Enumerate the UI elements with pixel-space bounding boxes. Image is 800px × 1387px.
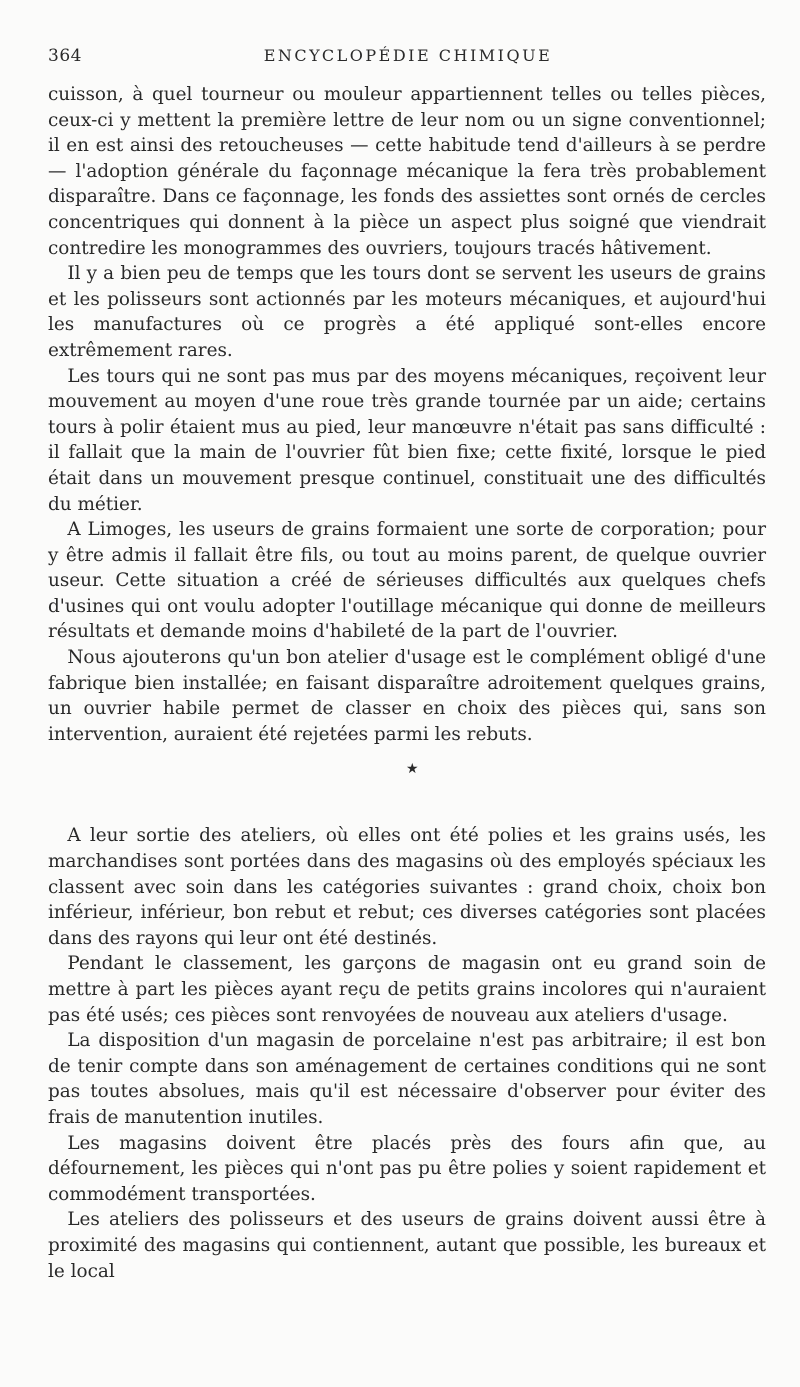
paragraph: Pendant le classement, les garçons de magasin ont eu grand soin de mettre à part les pièces ayant reçu de petits grains incolores qui n'auraient pas été usés; ces pièces sont renvoyées de nouveau aux ateliers d'usage. (48, 953, 766, 1026)
body-text (48, 82, 766, 1284)
paragraph: Nous ajouterons qu'un bon atelier d'usage est le complément obligé d'une fabrique bien installée; en faisant disparaître adroitement quelques grains, un ouvrier habile permet de classer en choix des pièces qui, sans son intervention, auraient été rejetées parmi les rebuts. (48, 647, 766, 745)
section-separator (48, 747, 766, 823)
page-number: 364 (48, 46, 82, 66)
running-head (48, 46, 768, 72)
paragraph: Les tours qui ne sont pas mus par des moyens mécaniques, reçoivent leur mouvement au moyen d'une roue très grande tournée par un aide; certains tours à polir étaient mus au pied, leur manœuvre n'était pas sans difficulté : il fallait que la main de l'ouvrier fût bien fixe; cette fixité, lorsque le pied était dans un mouvement presque continuel, constituait une des difficultés du métier. (48, 365, 766, 515)
paragraph: Les magasins doivent être placés près des fours afin que, au défournement, les pièces qui n'ont pas pu être polies y soient rapidement et commodément transportées. (48, 1132, 766, 1205)
paragraph: Il y a bien peu de temps que les tours dont se servent les useurs de grains et les polisseurs sont actionnés par les moteurs mécaniques, et aujourd'hui les manufactures où ce progrès a été appliqué sont-elles encore extrêmement rares. (48, 263, 766, 361)
star-ornament: ★ (406, 761, 419, 778)
paragraph: Les ateliers des polisseurs et des useurs de grains doivent aussi être à proximité des magasins qui contiennent, autant que possible, les bureaux et le local (48, 1209, 766, 1282)
paragraph: A Limoges, les useurs de grains formaient une sorte de corporation; pour y être admis il fallait être fils, ou tout au moins parent, de quelque ouvrier useur. Cette situation a créé de sérieuses difficultés aux quelques chefs d'usines qui ont voulu adopter l'outillage mécanique qui donne de meilleurs résultats et demande moins d'habileté de la part de l'ouvrier. (48, 519, 766, 643)
running-title: ENCYCLOPÉDIE CHIMIQUE (263, 46, 553, 65)
paragraph: La disposition d'un magasin de porcelaine n'est pas arbitraire; il est bon de tenir compte dans son aménagement de certaines conditions qui ne sont pas toutes absolues, mais qu'il est nécessaire d'observer pour éviter des frais de manutention inutiles. (48, 1030, 766, 1128)
paragraph: A leur sortie des ateliers, où elles ont été polies et les grains usés, les marchandises sont portées dans des magasins où des employés spéciaux les classent avec soin dans les catégories suivantes : grand choix, choix bon inférieur, inférieur, bon rebut et rebut; ces diverses catégories sont placées dans des rayons qui leur ont été destinés. (48, 825, 766, 949)
paragraph-continued: cuisson, à quel tourneur ou mouleur appartiennent telles ou telles pièces, ceux-ci y mettent la première lettre de leur nom ou un signe conventionnel; il en est ainsi des retoucheuses — cette habitude tend d'ailleurs à se perdre — l'adoption générale du façonnage mécanique la fera très probablement disparaître. Dans ce façonnage, les fonds des assiettes sont ornés de cercles concentriques qui donnent à la pièce un aspect plus soigné que viendrait contredire les monogrammes des ouvriers, toujours tracés hâtivement. (48, 84, 766, 259)
